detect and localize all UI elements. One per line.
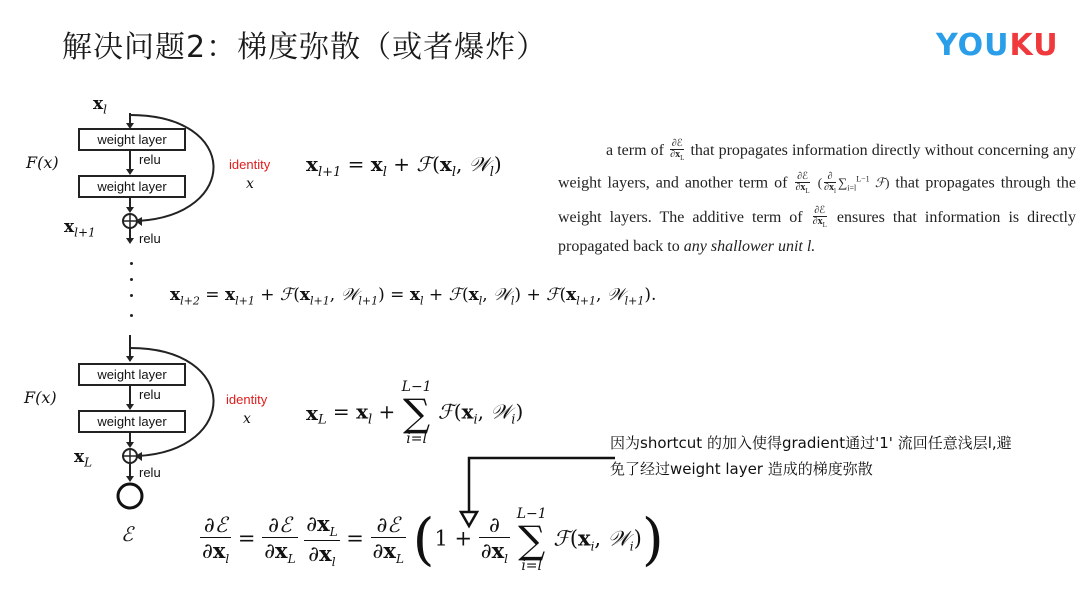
equation-xl2: $x_{l+2} = x_{l+1}$ + $ℱ(x_{l+1}$, 𝒲$_{l+1}$) = $x_l$ + $ℱ(x_l$, 𝒲$_l$) + $ℱ(x_{l+1}$, 𝒲$_{l+1}$). — [170, 285, 657, 308]
weight-layer-3: weight layer — [78, 363, 186, 386]
fraction-dE-dxL-2: $\frac{\text{∂ℰ}}{\partial x_L}$ — [795, 170, 810, 195]
fx-label-2: F(x) — [24, 388, 57, 407]
paragraph-part-2: that propagates information directly without concerning any weight layers, and another term of — [558, 142, 1076, 192]
identity-label-2: identity — [226, 392, 268, 407]
identity-x-label-2: x — [243, 411, 251, 427]
logo-text-you: YOU — [936, 28, 1010, 63]
ellipsis-dot — [130, 262, 133, 265]
annotation-line-1: 因为shortcut 的加入使得gradient通过'1' 流回任意浅层l,避 — [610, 434, 1012, 452]
identity-label: identity — [229, 157, 271, 172]
youku-logo — [936, 28, 1059, 63]
identity-x-label: x — [246, 176, 254, 192]
weight-layer-1: weight layer — [78, 128, 186, 151]
output-label-xl1: $x_{l+1}$ — [64, 217, 96, 240]
annotation-note — [610, 430, 1040, 482]
paragraph-part-4: ensures that information is directly propagated back to — [558, 208, 1076, 255]
input-label-xl: $x_l$ — [93, 94, 107, 117]
fraction-dE-dxL: $\frac{\text{∂ℰ}}{\partial x_L}$ — [670, 138, 685, 163]
equation-xL-sum: $x_L = x_l$ + L−1 ∑ i=l $ℱ(x_i$, 𝒲$_i$) — [306, 379, 524, 447]
weight-layer-4: weight layer — [78, 410, 186, 433]
inline-sum-term: ( $\frac{\partial}{\partial x_l}$ $\sum_{i=l}^{L-1}$ ℱ) — [817, 171, 890, 196]
paper-excerpt — [558, 136, 1076, 261]
output-label-xL: $x_L$ — [74, 447, 93, 470]
annotation-line-2: 免了经过weight layer 造成的梯度弥散 — [610, 460, 873, 478]
weight-layer-2: weight layer — [78, 175, 186, 198]
paragraph-part-1: a term of — [606, 142, 664, 159]
ellipsis-dot — [130, 278, 133, 281]
logo-text-ku: KU — [1009, 28, 1059, 63]
equation-gradient: ∂ℰ $\partial x_l$ = ∂ℰ $\partial x_L$ $\frac{\partial x_L}{\partial x_l}$ = ∂ℰ $\partial x_L$ (1 + ∂ $\partial x_l$ L−1 ∑ i=l $ℱ(x_i$, 𝒲$_i$)) — [202, 506, 664, 574]
paragraph-part-5: any shallower unit l. — [683, 237, 816, 255]
fx-label: F(x) — [26, 153, 59, 172]
loss-label: ℰ — [121, 522, 134, 546]
fraction-dE-dxL-3: $\frac{\text{∂ℰ}}{\partial x_L}$ — [812, 205, 827, 230]
ellipsis-dot — [130, 294, 133, 297]
ellipsis-dot — [130, 314, 133, 317]
relu-out-label-2: relu — [139, 465, 161, 480]
page-title: 解决问题2：梯度弥散（或者爆炸） — [62, 30, 548, 65]
relu-mid-label-2: relu — [139, 387, 161, 402]
relu-out-label: relu — [139, 231, 161, 246]
relu-mid-label: relu — [139, 152, 161, 167]
equation-xl1: $x_{l+1} = x_l$ + $ℱ(x_l$, 𝒲$_l$) — [306, 152, 502, 180]
paragraph-part-3: that propagates through the weight layers. The additive term of — [558, 174, 1077, 226]
